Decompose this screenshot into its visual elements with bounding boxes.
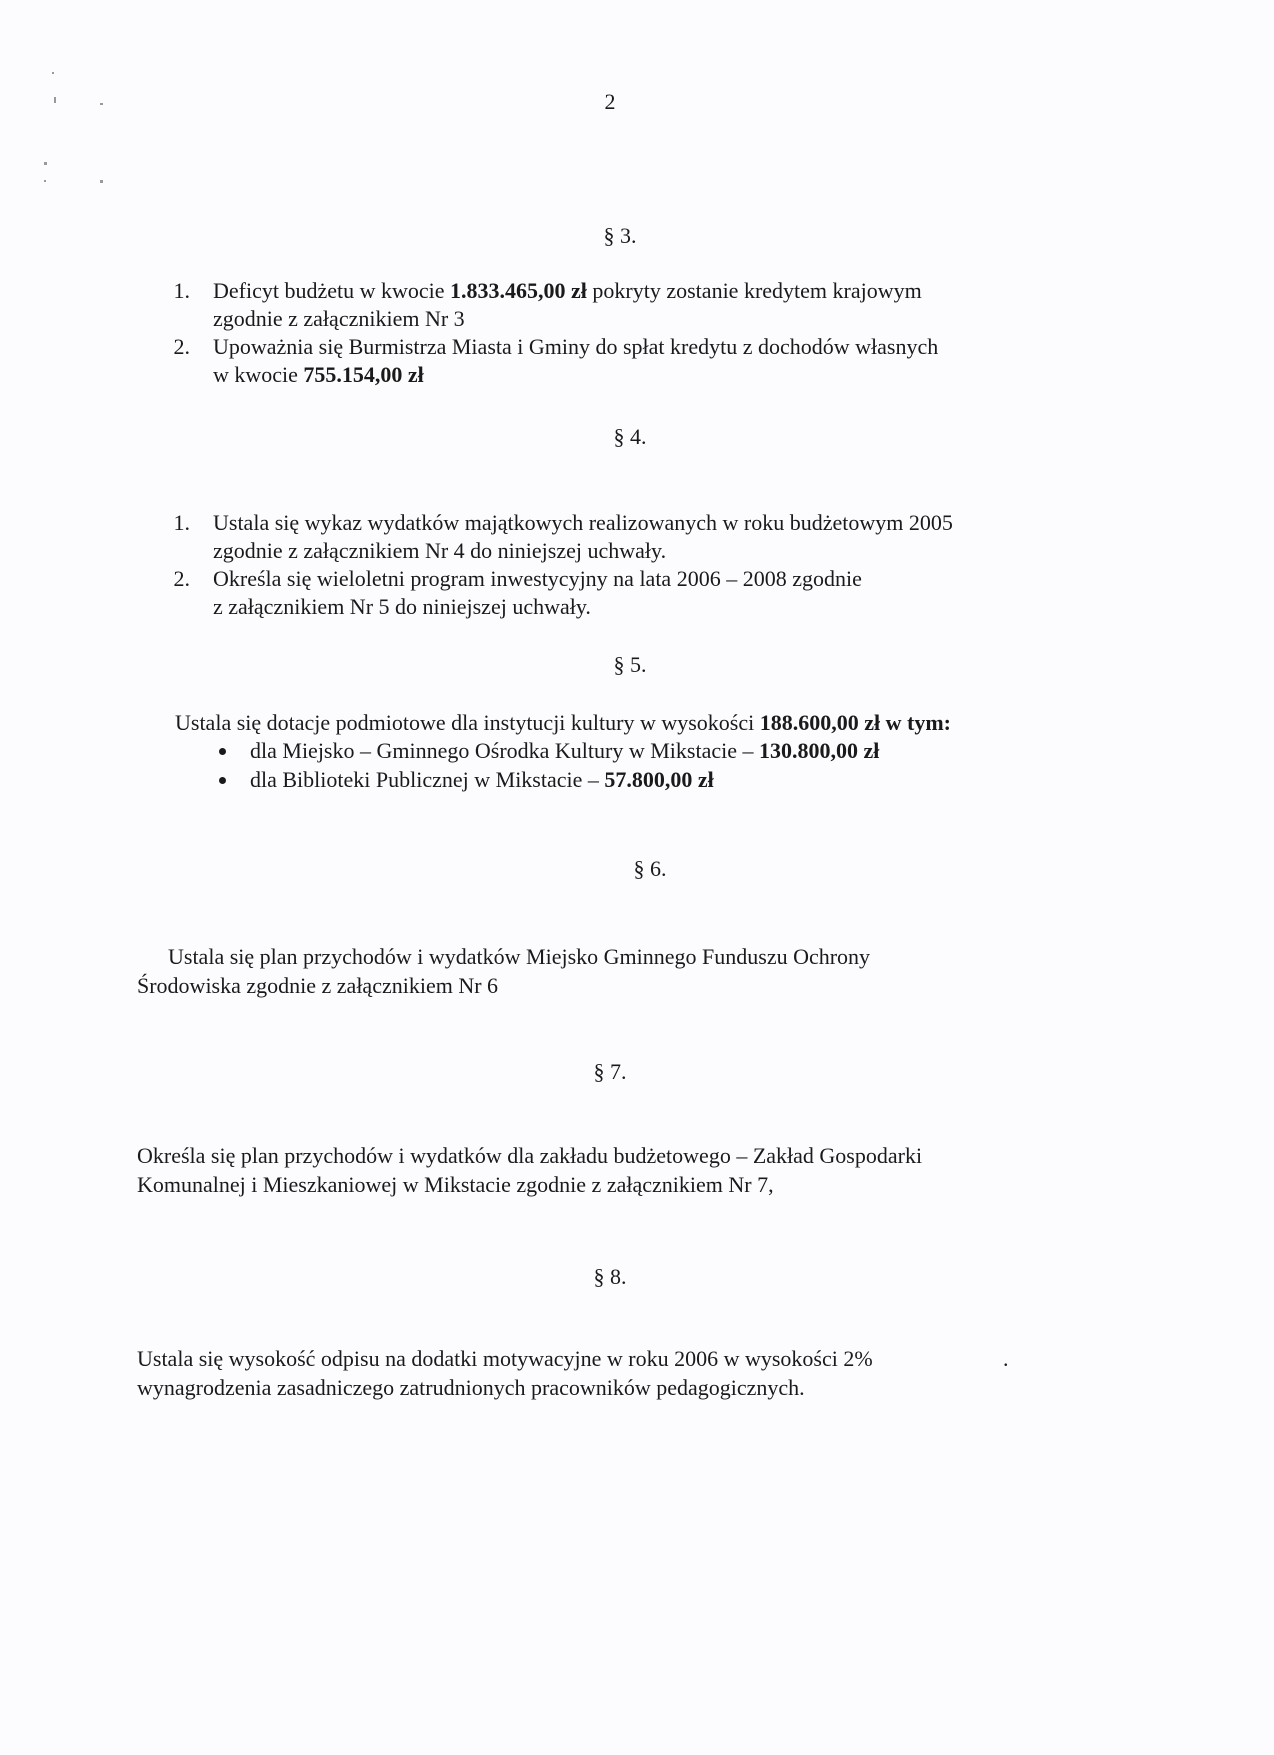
item-text-line: Upoważnia się Burmistrza Miasta i Gminy do spłat kredytu z dochodów własnych [213, 334, 939, 359]
section-heading-6: § 6. [633, 856, 667, 881]
item-text-line: w kwocie 755.154,00 zł [213, 362, 424, 387]
item-text-line: zgodnie z załącznikiem Nr 4 do niniejszej uchwały. [213, 538, 667, 563]
bullet-icon [219, 748, 226, 755]
scan-speck [54, 97, 56, 103]
paragraph-line: Określa się plan przychodów i wydatków dla zakładu budżetowego – Zakład Gospodarki [137, 1143, 923, 1168]
bullet-text: dla Biblioteki Publicznej w Mikstacie – 57.800,00 zł [250, 767, 714, 792]
paragraph-line: Ustala się wysokość odpisu na dodatki motywacyjne w roku 2006 w wysokości 2% [137, 1346, 873, 1371]
stray-dot: . [1003, 1346, 1009, 1371]
bullet-amount: 57.800,00 zł [604, 767, 714, 792]
section-heading-5: § 5. [613, 652, 647, 677]
paragraph-line: Środowiska zgodnie z załącznikiem Nr 6 [137, 973, 499, 998]
item-text-line: Deficyt budżetu w kwocie 1.833.465,00 zł pokryty zostanie kredytem krajowym [213, 278, 922, 303]
section-heading-8: § 8. [593, 1264, 627, 1289]
subsidy-total: 188.600,00 zł w tym: [759, 710, 951, 735]
scan-speck [52, 72, 54, 74]
paragraph-line: wynagrodzenia zasadniczego zatrudnionych pracowników pedagogicznych. [137, 1375, 805, 1400]
item-number: 1. [173, 278, 190, 303]
item-text-line: zgodnie z załącznikiem Nr 3 [213, 306, 465, 331]
paragraph-line: Komunalnej i Mieszkaniowej w Mikstacie zgodnie z załącznikiem Nr 7, [137, 1172, 774, 1197]
repayment-amount: 755.154,00 zł [303, 362, 424, 387]
scan-speck [100, 103, 103, 105]
paragraph-line: Ustala się dotacje podmiotowe dla instytucji kultury w wysokości 188.600,00 zł w tym: [175, 710, 951, 735]
paragraph-line: Ustala się plan przychodów i wydatków Miejsko Gminnego Funduszu Ochrony [168, 944, 871, 969]
section-heading-3: § 3. [603, 223, 637, 248]
section-heading-4: § 4. [613, 424, 647, 449]
bullet-amount: 130.800,00 zł [759, 738, 880, 763]
bullet-text: dla Miejsko – Gminnego Ośrodka Kultury w Mikstacie – 130.800,00 zł [250, 738, 880, 763]
scan-speck [100, 180, 103, 183]
section-heading-7: § 7. [593, 1059, 627, 1084]
bullet-icon [219, 777, 226, 784]
item-text-line: Ustala się wykaz wydatków majątkowych realizowanych w roku budżetowym 2005 [213, 510, 953, 535]
deficit-amount: 1.833.465,00 zł [450, 278, 587, 303]
item-number: 2. [173, 566, 190, 591]
scan-speck [44, 162, 47, 165]
item-number: 1. [173, 510, 190, 535]
item-text-line: z załącznikiem Nr 5 do niniejszej uchwały. [213, 594, 591, 619]
scan-speck [44, 180, 46, 182]
page-number: 2 [604, 89, 616, 114]
item-text-line: Określa się wieloletni program inwestycyjny na lata 2006 – 2008 zgodnie [213, 566, 862, 591]
item-number: 2. [173, 334, 190, 359]
